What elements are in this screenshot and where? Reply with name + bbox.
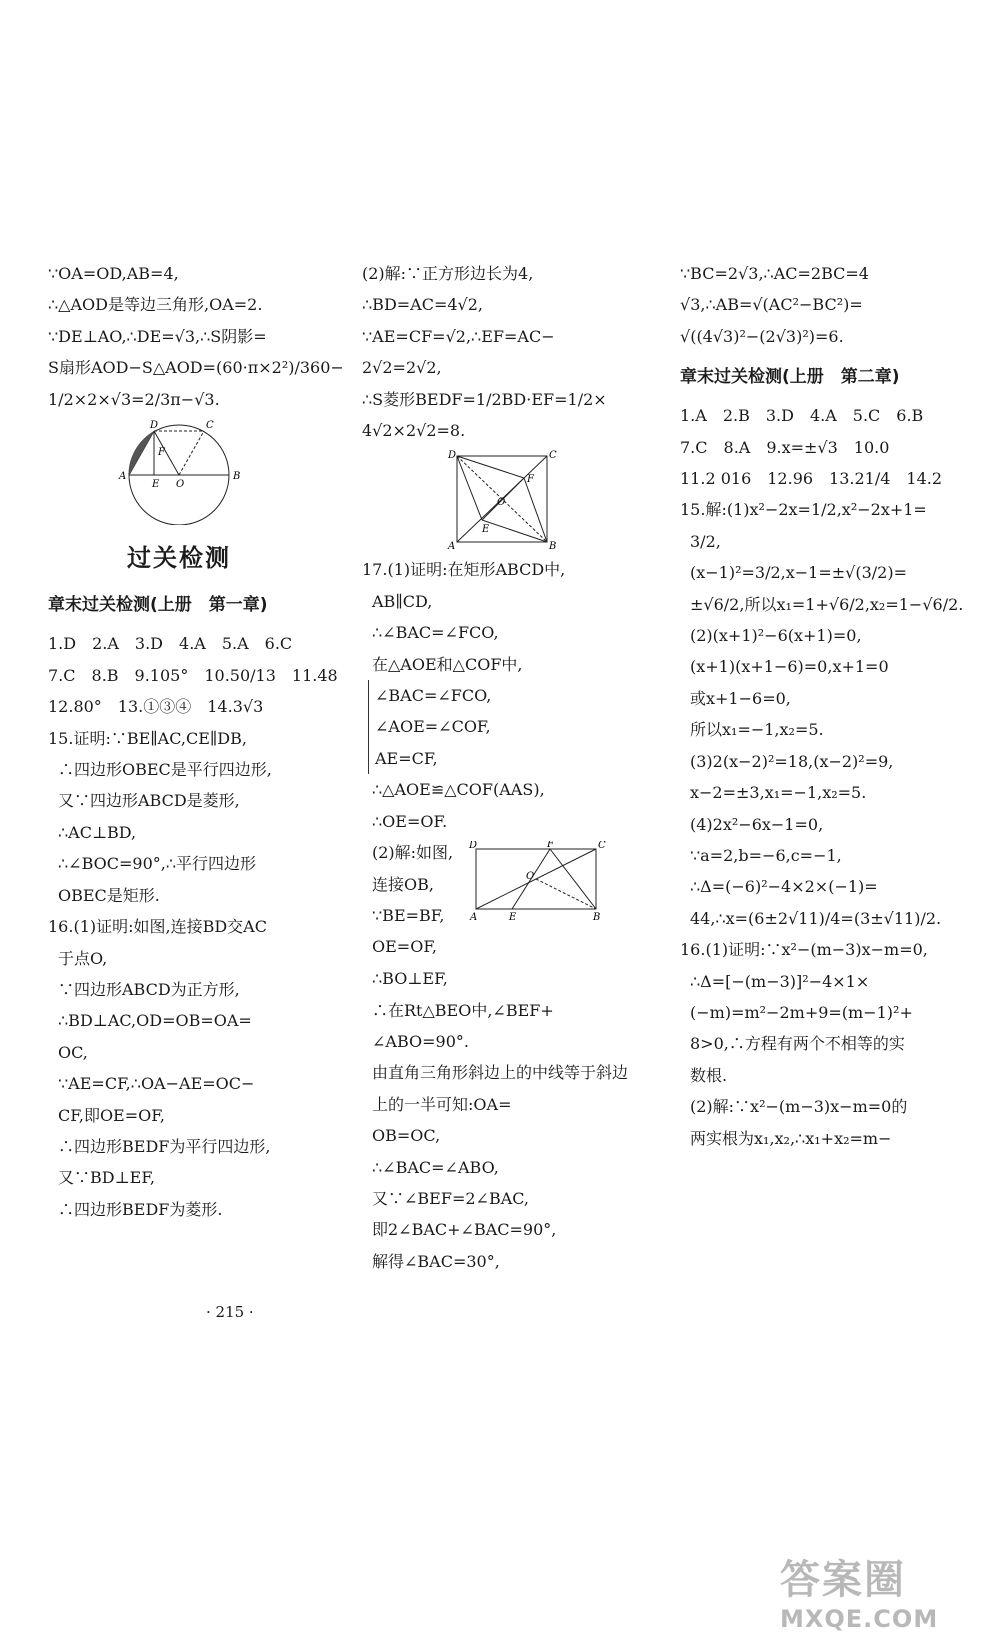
text-line: ∴OE=OF. <box>372 811 448 831</box>
text-line: OB=OC, <box>372 1126 441 1146</box>
text-line: ∵AE=CF=√2,∴EF=AC− <box>362 326 555 346</box>
text-line: ∴∠BAC=∠ABO, <box>372 1157 499 1177</box>
text-line: 又∵∠BEF=2∠BAC, <box>372 1188 530 1208</box>
text-line: ∴BD=AC=4√2, <box>362 295 484 315</box>
text-line: 在△AOE和△COF中, <box>372 654 523 674</box>
text-line: 两实根为x₁,x₂,∴x₁+x₂=m− <box>690 1128 892 1148</box>
text-line: ∴BD⊥AC,OD=OB=OA= <box>58 1011 252 1031</box>
text-line: ∵四边形ABCD为正方形, <box>58 979 240 999</box>
text-line: 8>0,∴方程有两个不相等的实 <box>690 1034 905 1054</box>
fig-label: E <box>482 524 490 536</box>
text-line: ∴在Rt△BEO中,∠BEF+ <box>372 1000 554 1020</box>
text-line: 15.证明:∵BE∥AC,CE∥DB, <box>48 728 247 748</box>
fig-label: A <box>470 912 478 924</box>
fig-label: C <box>549 450 557 462</box>
text-line: (3)2(x−2)²=18,(x−2)²=9, <box>690 751 894 771</box>
answer-line: 12.80° 13.①③④ 14.3√3 <box>48 697 264 717</box>
answer-line: 7.C 8.A 9.x=±√3 10.0 <box>680 437 890 457</box>
text-line: 1/2×2×√3=2/3π−√3. <box>48 389 220 409</box>
text-line: (2)(x+1)²−6(x+1)=0, <box>690 626 862 646</box>
fig-label: B <box>549 541 557 551</box>
text-line: 又∵四边形ABCD是菱形, <box>58 791 240 811</box>
right-column <box>680 258 965 1154</box>
text-line: 16.(1)证明:如图,连接BD交AC <box>48 917 267 937</box>
text-line: ∵BC=2√3,∴AC=2BC=4 <box>680 264 869 283</box>
text-line: (x+1)(x+1−6)=0,x+1=0 <box>690 657 889 677</box>
fig-label: D <box>150 420 159 432</box>
fig-label: C <box>598 841 606 852</box>
fig-label: D <box>448 450 457 462</box>
chapter-title: 章末过关检测(上册 第二章) <box>680 367 900 388</box>
text-line: ∴△AOE≌△COF(AAS), <box>372 780 545 800</box>
fig-label: F <box>547 841 554 851</box>
text-line: 由直角三角形斜边上的中线等于斜边上的一半可知:OA= <box>372 1063 629 1114</box>
fig-label: O <box>497 497 506 509</box>
text-line: ∠BAC=∠FCO, <box>368 680 642 711</box>
fig-label: A <box>119 471 127 483</box>
text-line: 3/2, <box>690 531 721 551</box>
rectangle-figure <box>466 841 606 923</box>
text-line: x−2=±3,x₁=−1,x₂=5. <box>690 783 867 803</box>
circle-figure <box>109 419 249 525</box>
square-figure <box>442 450 562 550</box>
watermark <box>780 1548 938 1633</box>
text-line: 数根. <box>690 1065 728 1085</box>
text-line: ∵BE=BF, <box>372 905 445 925</box>
watermark-url: MXQE.COM <box>780 1605 939 1633</box>
text-line: ∵DE⊥AO,∴DE=√3,∴S阴影= <box>48 326 267 346</box>
text-line: ∴∠BOC=90°,∴平行四边形 <box>58 854 257 874</box>
text-line: ∴四边形BEDF为平行四边形, <box>58 1136 271 1156</box>
left-column <box>48 258 344 1225</box>
text-line: 17.(1)证明:在矩形ABCD中, <box>362 560 566 580</box>
text-line: 即2∠BAC+∠BAC=90°, <box>372 1220 557 1240</box>
fig-label: A <box>448 541 456 551</box>
answer-line: 1.A 2.B 3.D 4.A 5.C 6.B <box>680 406 924 426</box>
text-line: ∴△AOD是等边三角形,OA=2. <box>48 295 263 315</box>
fig-label: B <box>233 471 241 483</box>
text-line: ∴AC⊥BD, <box>58 822 137 842</box>
text-line: AE=CF, <box>368 743 642 774</box>
text-line: (4)2x²−6x−1=0, <box>690 814 824 834</box>
fig-label: D <box>469 841 478 852</box>
text-line: OC, <box>58 1042 88 1062</box>
rect-figure-block <box>362 837 642 963</box>
text-line: ∵OA=OD,AB=4, <box>48 264 179 283</box>
text-line: 又∵BD⊥EF, <box>58 1168 156 1188</box>
text-line: (x−1)²=3/2,x−1=±√(3/2)= <box>690 563 908 583</box>
text-line: ∴BO⊥EF, <box>372 969 448 989</box>
fig-label: F <box>527 474 534 486</box>
fig-label: E <box>509 912 517 924</box>
text-line: 解得∠BAC=30°, <box>372 1251 500 1271</box>
text-line: ∴四边形BEDF为菱形. <box>58 1199 223 1219</box>
text-line: 44,∴x=(6±2√11)/4=(3±√11)/2. <box>690 908 942 928</box>
answer-line: 1.D 2.A 3.D 4.A 5.A 6.C <box>48 634 293 654</box>
text-line: √3,∴AB=√(AC²−BC²)= <box>680 295 863 315</box>
text-line: ∵a=2,b=−6,c=−1, <box>690 845 842 865</box>
text-line: (−m)=m²−2m+9=(m−1)²+ <box>690 1002 913 1022</box>
text-line: ∠ABO=90°. <box>372 1031 469 1051</box>
text-line: 2√2=2√2, <box>362 358 442 378</box>
text-line: ∴四边形OBEC是平行四边形, <box>58 760 272 780</box>
text-line: ∴Δ=(−6)²−4×2×(−1)= <box>690 877 878 897</box>
text-line: 15.解:(1)x²−2x=1/2,x²−2x+1= <box>680 500 927 520</box>
text-line: 4√2×2√2=8. <box>362 421 466 441</box>
text-line: 连接OB, <box>372 874 434 894</box>
answer-line: 11.2 016 12.96 13.21/4 14.2 <box>680 469 943 489</box>
fig-label: F <box>158 447 165 459</box>
section-title: 过关检测 <box>127 544 231 573</box>
answer-line: 7.C 8.B 9.105° 10.50/13 11.48 <box>48 665 338 685</box>
text-line: 所以x₁=−1,x₂=5. <box>690 720 824 740</box>
text-line: ∴S菱形BEDF=1/2BD·EF=1/2× <box>362 389 607 409</box>
fig-label: O <box>526 871 535 883</box>
text-line: (2)解:∵正方形边长为4, <box>362 264 534 283</box>
text-line: √((4√3)²−(2√3)²)=6. <box>680 326 844 346</box>
text-line: ±√6/2,所以x₁=1+√6/2,x₂=1−√6/2. <box>690 594 964 614</box>
text-line: ∴Δ=[−(m−3)]²−4×1× <box>690 971 870 991</box>
text-line: ∠AOE=∠COF, <box>368 711 642 742</box>
text-line: CF,即OE=OF, <box>58 1105 165 1125</box>
chapter-title: 章末过关检测(上册 第一章) <box>48 595 268 616</box>
fig-label: B <box>593 912 601 924</box>
text-line: 16.(1)证明:∵x²−(m−3)x−m=0, <box>680 940 928 960</box>
text-line: OBEC是矩形. <box>58 885 160 905</box>
middle-column <box>362 258 642 1277</box>
text-line: AB∥CD, <box>372 591 433 611</box>
text-line: 于点O, <box>58 948 108 968</box>
text-line: (2)解:如图, <box>372 843 454 863</box>
fig-label: E <box>152 479 160 491</box>
fig-label: O <box>176 479 185 491</box>
text-line: (2)解:∵x²−(m−3)x−m=0的 <box>690 1097 908 1117</box>
page-number: · 215 · <box>206 1303 254 1321</box>
text-line: ∵AE=CF,∴OA−AE=OC− <box>58 1074 255 1094</box>
fig-label: C <box>206 420 214 432</box>
watermark-text: 答案圈 <box>780 1557 906 1603</box>
text-line: ∴∠BAC=∠FCO, <box>372 623 499 643</box>
text-line: 或x+1−6=0, <box>690 688 791 708</box>
text-line: S扇形AOD−S△AOD=(60·π×2²)/360− <box>48 358 344 378</box>
text-line: OE=OF, <box>372 937 438 957</box>
